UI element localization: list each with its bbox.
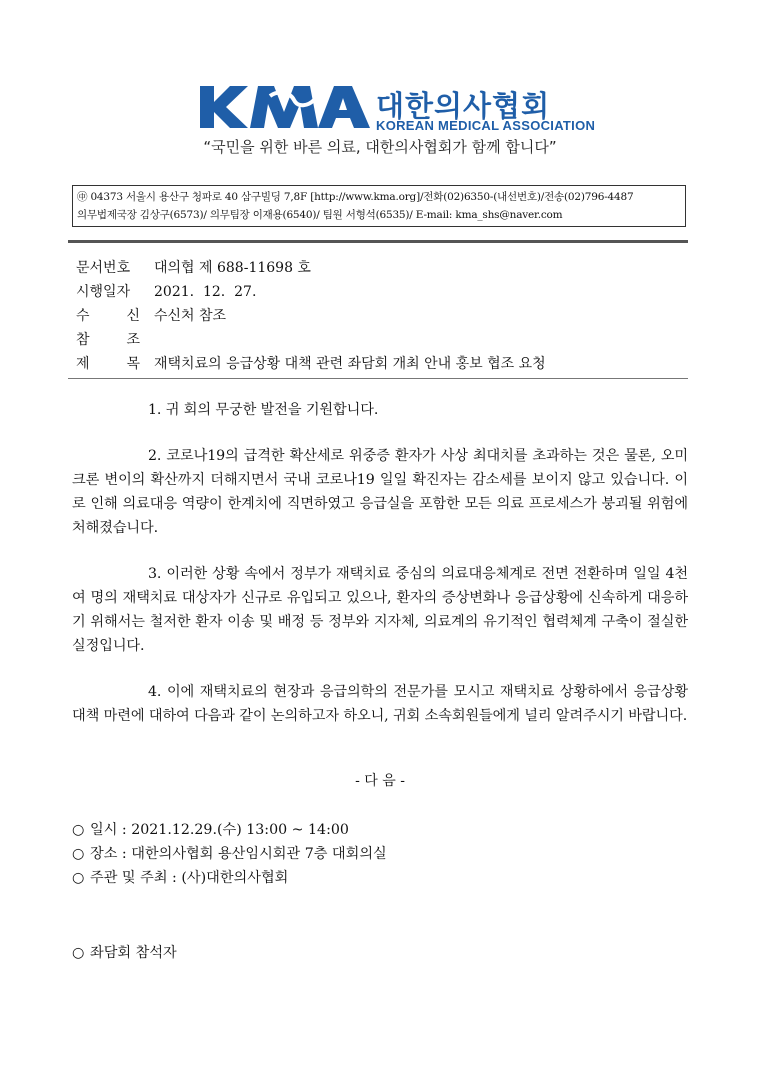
circle-bullet-icon: ○ bbox=[72, 870, 85, 886]
meta-reference bbox=[76, 328, 546, 352]
detail-text: 좌담회 참석자 bbox=[90, 945, 177, 961]
meta-value: 재택치료의 응급상황 대책 관련 좌담회 개최 안내 홍보 협조 요청 bbox=[154, 356, 546, 372]
circle-bullet-icon: ○ bbox=[72, 945, 85, 961]
meta-label: 문서번호 bbox=[76, 260, 131, 276]
meta-label: 제 목 bbox=[76, 356, 140, 372]
meta-value: 수신처 참조 bbox=[154, 308, 227, 324]
meta-label: 수 신 bbox=[76, 308, 140, 324]
paragraph-2: 2. 코로나19의 급격한 확산세로 위중증 환자가 사상 최대치를 초과하는 것은 물론, 오미크론 변이의 확산까지 더해지면서 국내 코로나19 일일 확진자는 감소세를 보이지 않고 있습니다. 이로 인해 의료대응 역량이 한계치에 직면하였고 응급실을 포함한 모든 의료 프로세스가 붕괴될 위험에 처해졌습니다. bbox=[72, 448, 688, 536]
meta-recipient bbox=[76, 304, 546, 328]
paragraph-1: 1. 귀 회의 무궁한 발전을 기원합니다. bbox=[148, 402, 379, 418]
meta-doc-number bbox=[76, 256, 546, 280]
contact-staff-line: 의무법제국장 김상구(6573)/ 의무팀장 이재용(6540)/ 팀원 서형석(6535)/ E-mail: kma_shs@naver.com bbox=[77, 209, 563, 221]
header-logo bbox=[0, 82, 760, 138]
detail-host bbox=[72, 866, 387, 890]
logo-korean-text: 대한의사협회 bbox=[376, 89, 551, 123]
document-body bbox=[72, 398, 688, 750]
detail-text: 장소 : 대한의사협회 용산임시회관 7층 대회의실 bbox=[90, 846, 387, 862]
paragraph-3: 3. 이러한 상황 속에서 정부가 재택치료 중심의 의료대응체계로 전면 전환하며 일일 4천여 명의 재택치료 대상자가 신규로 유입되고 있으나, 환자의 증상변화나 응급상황에 신속하게 대응하기 위해서는 철저한 환자 이송 및 배정 등 정부와 지자체, 의료계의 유기적인 협력체계 구축이 절실한 실정입니다. bbox=[72, 566, 688, 654]
meta-value: 2021. 12. 27. bbox=[154, 284, 257, 300]
paragraph-4: 4. 이에 재택치료의 현장과 응급의학의 전문가를 모시고 재택치료 상황하에서 응급상황 대책 마련에 대하여 다음과 같이 논의하고자 하오니, 귀회 소속회원들에게 널리 알려주시기 바랍니다. bbox=[72, 684, 688, 724]
logo-english-text: KOREAN MEDICAL ASSOCIATION bbox=[376, 118, 596, 133]
detail-text: 일시 : 2021.12.29.(수) 13:00 ~ 14:00 bbox=[90, 822, 349, 838]
meta-label: 시행일자 bbox=[76, 284, 131, 300]
circle-bullet-icon: ○ bbox=[72, 822, 85, 838]
contact-address-line: ㊥ 04373 서울시 용산구 청파로 40 삼구빌딩 7,8F [http://www.kma.org]/전화(02)6350-(내선번호)/전송(02)796-4487 bbox=[77, 191, 634, 203]
document-meta bbox=[76, 256, 546, 376]
slogan: “국민을 위한 바른 의료, 대한의사협회가 함께 합니다” bbox=[203, 138, 557, 156]
detail-text: 주관 및 주최 : (사)대한의사협회 bbox=[90, 870, 289, 886]
meta-label: 참 조 bbox=[76, 332, 140, 348]
divider-top bbox=[68, 240, 688, 243]
kma-logo-icon bbox=[198, 82, 373, 132]
detail-place bbox=[72, 842, 387, 866]
detail-time bbox=[72, 818, 387, 842]
details-list bbox=[72, 818, 387, 890]
details-heading: - 다 음 - bbox=[355, 773, 405, 789]
meta-subject bbox=[76, 352, 546, 376]
contact-box bbox=[72, 185, 686, 227]
meta-date bbox=[76, 280, 546, 304]
divider-bottom bbox=[68, 378, 688, 379]
meta-value: 대의협 제 688-11698 호 bbox=[154, 260, 311, 276]
detail-panel bbox=[72, 942, 177, 962]
circle-bullet-icon: ○ bbox=[72, 846, 85, 862]
